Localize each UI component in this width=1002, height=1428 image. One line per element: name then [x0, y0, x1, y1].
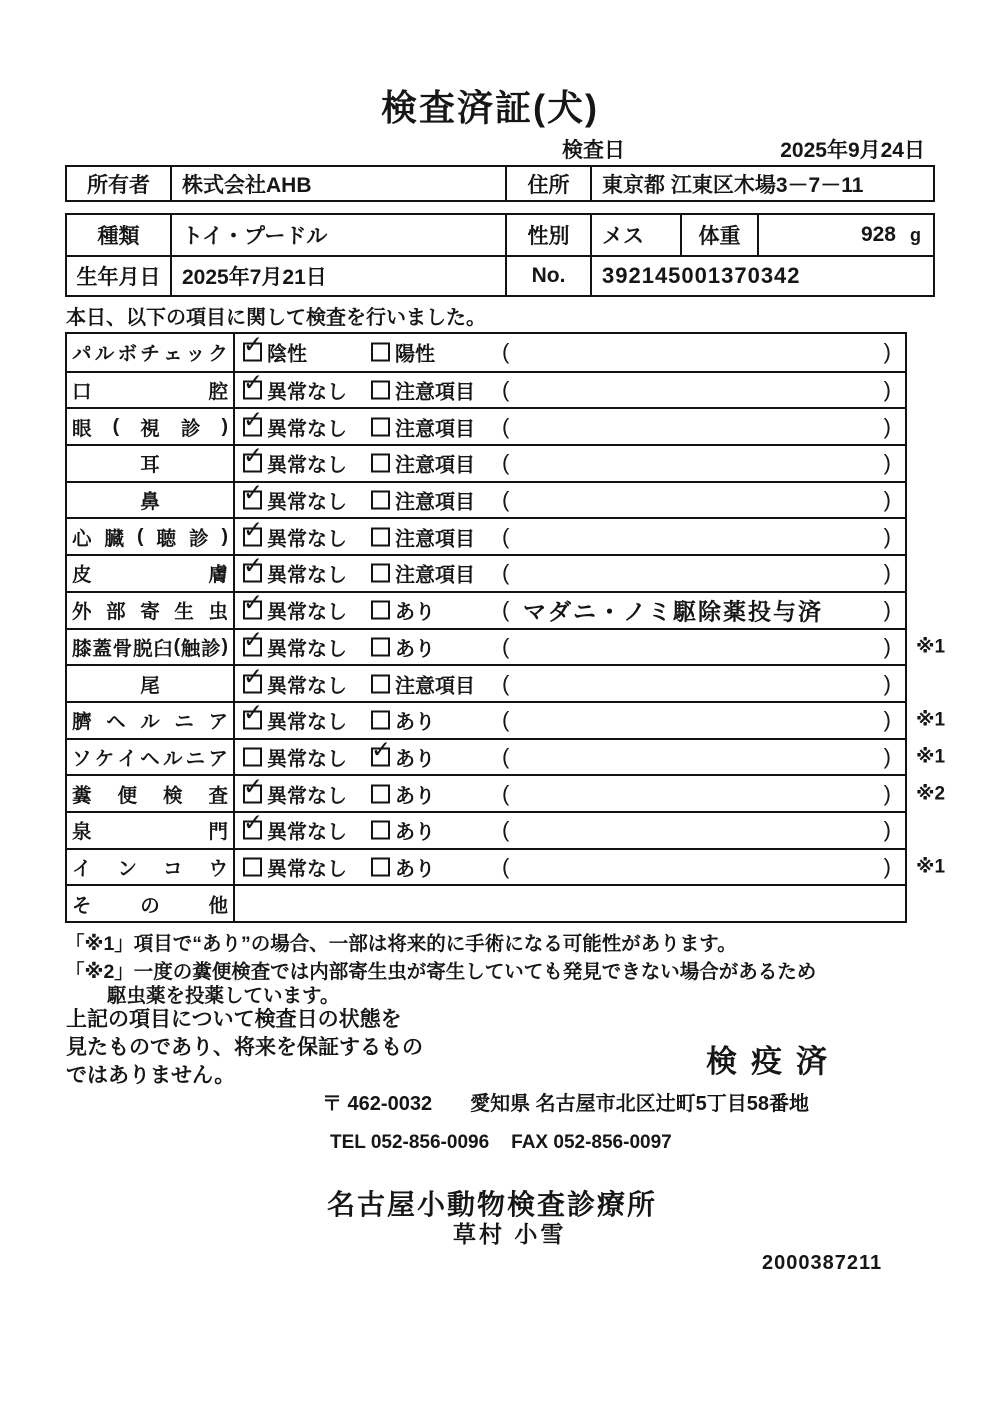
checkbox-icon — [243, 747, 262, 766]
note-marker: ※1 — [916, 709, 946, 731]
check-mark: ✓ — [243, 773, 264, 801]
checkbox-checked-icon — [243, 773, 264, 803]
paren-open: ( — [502, 523, 510, 549]
option-label: 異常なし — [267, 601, 347, 624]
address-value: 東京都 江東区木場3－7－11 — [590, 167, 933, 200]
checkbox-icon — [371, 491, 390, 510]
paren-open: ( — [502, 339, 510, 365]
exam-row — [67, 773, 946, 811]
option-label: 異常なし — [267, 858, 347, 881]
checkbox-icon — [371, 527, 390, 546]
address-label: 住所 — [505, 167, 590, 200]
pet-info-table — [65, 213, 935, 297]
disclaimer-paragraph — [66, 1006, 423, 1090]
paren-open: ( — [502, 780, 510, 806]
checkbox-checked-icon — [243, 442, 264, 473]
check-mark: ✓ — [243, 552, 264, 580]
checkbox-icon — [371, 601, 390, 620]
owner-value: 株式会社AHB — [170, 167, 505, 200]
option-label: あり — [395, 858, 435, 881]
exam-row-content — [235, 850, 905, 885]
disclaimer-line-2: 見たものであり、将来を保証するもの — [66, 1036, 423, 1059]
exam-row — [67, 664, 905, 701]
checkbox-checked-icon — [243, 516, 264, 546]
checkbox-icon — [371, 857, 390, 876]
paren-close: ) — [883, 523, 891, 549]
paren-close: ) — [883, 633, 891, 659]
check-mark: ✓ — [371, 736, 392, 764]
weight-label: 体重 — [680, 215, 757, 255]
exam-row-content — [235, 736, 905, 775]
serial-number: 2000387211 — [762, 1252, 883, 1274]
option-label: あり — [395, 601, 435, 624]
option-label: 注意項目 — [395, 418, 475, 441]
exam-row-content — [235, 406, 905, 444]
paren-open: ( — [502, 707, 510, 733]
option-label: 異常なし — [267, 381, 347, 404]
tel-fax-line — [330, 1132, 672, 1154]
exam-item-label: 臍 ヘ ル ニ ア — [67, 703, 235, 738]
paren-close: ) — [883, 450, 891, 476]
paren-open: ( — [502, 413, 510, 439]
option-label: 異常なし — [267, 748, 347, 771]
paren-open: ( — [502, 450, 510, 476]
checkbox-icon — [371, 454, 390, 473]
unchecked-option — [371, 449, 475, 478]
paren-open: ( — [502, 487, 510, 513]
pet-info-row-1 — [67, 215, 933, 255]
checkbox-checked-icon — [243, 479, 264, 510]
paren-close: ) — [883, 560, 891, 586]
exam-item-label: 眼 ( 視 診 ) — [67, 409, 235, 444]
option-label: 異常なし — [267, 711, 347, 734]
footnote-2-continued: 駆虫薬を投薬しています。 — [107, 985, 340, 1007]
check-mark: ✓ — [243, 663, 264, 691]
checked-option — [243, 773, 347, 808]
pet-info-row-2 — [67, 255, 933, 295]
exam-item-label: 泉 門 — [67, 813, 235, 848]
option-label: あり — [395, 748, 435, 771]
checked-option — [243, 626, 347, 661]
check-mark: ✓ — [243, 589, 264, 617]
check-mark: ✓ — [243, 699, 264, 727]
veterinarian-name: 草村 小雪 — [453, 1221, 567, 1247]
note-marker: ※2 — [916, 783, 946, 805]
owner-table — [65, 165, 935, 202]
exam-item-label: 耳 — [67, 446, 235, 481]
option-label: 注意項目 — [395, 454, 475, 477]
tel-number: TEL 052-856-0096 — [330, 1132, 490, 1153]
option-label: 異常なし — [267, 821, 347, 844]
note-marker: ※1 — [916, 746, 946, 768]
check-mark: ✓ — [243, 369, 264, 397]
unchecked-option — [371, 412, 475, 441]
option-label: 注意項目 — [395, 491, 475, 514]
unchecked-option — [371, 376, 475, 405]
option-label: 陰性 — [267, 343, 307, 366]
exam-row-content — [235, 773, 905, 811]
exam-row — [67, 811, 905, 848]
paren-open: ( — [502, 853, 510, 879]
weight-value: 928 — [860, 223, 896, 246]
paren-open: ( — [502, 560, 510, 586]
breed-value: トイ・プードル — [170, 215, 505, 255]
checkbox-icon — [371, 674, 390, 693]
checked-option — [243, 699, 347, 735]
unchecked-option — [371, 779, 435, 808]
exam-row-content — [235, 886, 905, 921]
exam-row — [67, 371, 905, 408]
footnote-1: 「※1」項目で“あり”の場合、一部は将来的に手術になる可能性があります。 — [65, 933, 737, 955]
exam-row-content — [235, 479, 905, 518]
unchecked-option — [243, 742, 347, 771]
option-label: あり — [395, 785, 435, 808]
disclaimer-line-3: ではありません。 — [66, 1064, 236, 1087]
checked-option — [243, 516, 347, 551]
exam-item-label: ソ ケ イ ヘ ル ニ ア — [67, 740, 235, 775]
paren-close: ) — [883, 853, 891, 879]
exam-row — [67, 481, 905, 518]
note-marker: ※1 — [916, 856, 946, 878]
unchecked-option — [371, 852, 435, 881]
checkbox-checked-icon — [243, 331, 264, 362]
unchecked-option — [371, 706, 435, 735]
owner-label: 所有者 — [87, 173, 150, 197]
exam-item-label: 膝 蓋 骨 脱 臼 ( 触 診 ) — [67, 630, 235, 665]
exam-table — [65, 331, 946, 923]
checkbox-icon — [371, 564, 390, 583]
inspection-date-label: 検査日 — [562, 139, 625, 162]
checked-option — [243, 479, 347, 515]
checkbox-checked-icon — [243, 369, 264, 400]
exam-row-content — [235, 516, 905, 554]
note-marker: ※1 — [916, 636, 946, 658]
disclaimer-line-1: 上記の項目について検査日の状態を — [66, 1008, 402, 1031]
number-value: 392145001370342 — [590, 257, 933, 295]
exam-row — [67, 517, 905, 554]
exam-item-label: 心 臓 ( 聴 診 ) — [67, 519, 235, 554]
clinic-address-line — [322, 1087, 809, 1116]
checkbox-checked-icon — [371, 736, 392, 766]
weight-unit: g — [910, 224, 921, 245]
checked-option — [243, 442, 347, 478]
exam-item-label: 外 部 寄 生 虫 — [67, 593, 235, 628]
option-label: 注意項目 — [395, 564, 475, 587]
exam-item-label: 尾 — [67, 666, 235, 701]
option-label: 異常なし — [267, 675, 347, 698]
check-mark: ✓ — [243, 626, 264, 654]
birthdate-value: 2025年7月21日 — [170, 257, 505, 295]
exam-item-label: そ の 他 — [67, 886, 235, 921]
exam-row — [67, 848, 946, 885]
checkbox-icon — [371, 637, 390, 656]
inspection-date-value: 2025年9月24日 — [780, 139, 925, 162]
checked-option — [243, 406, 347, 441]
checkbox-icon — [371, 821, 390, 840]
option-label: 異常なし — [267, 454, 347, 477]
paren-note: マダニ・ノミ駆除薬投与済 — [523, 598, 823, 625]
exam-row — [67, 554, 905, 591]
paren-open: ( — [502, 633, 510, 659]
exam-item-label: 糞 便 検 査 — [67, 776, 235, 811]
birthdate-label: 生年月日 — [76, 266, 161, 289]
option-label: 異常なし — [267, 491, 347, 514]
option-label: 陽性 — [395, 343, 435, 366]
check-mark: ✓ — [243, 442, 264, 470]
unchecked-option — [371, 816, 435, 845]
checkbox-checked-icon — [243, 699, 264, 730]
checkbox-checked-icon — [243, 809, 264, 840]
paren-close: ) — [883, 817, 891, 843]
checkbox-icon — [371, 784, 390, 803]
paren-close: ) — [883, 780, 891, 806]
exam-row-content — [235, 626, 905, 665]
option-label: 注意項目 — [395, 381, 475, 404]
option-label: 異常なし — [267, 785, 347, 808]
checkbox-checked-icon — [243, 626, 264, 656]
clinic-name: 名古屋小動物検査診療所 — [327, 1189, 658, 1220]
checkbox-icon — [371, 417, 390, 436]
unchecked-option — [371, 522, 475, 551]
sex-label: 性別 — [505, 215, 590, 255]
fax-number: FAX 052-856-0097 — [511, 1132, 672, 1153]
unchecked-option — [371, 632, 435, 661]
paren-close: ) — [883, 707, 891, 733]
weight-value-cell — [757, 215, 933, 255]
exam-row-content — [235, 331, 905, 371]
exam-row — [67, 736, 946, 775]
exam-row-content — [235, 589, 905, 628]
exam-row — [67, 591, 905, 628]
paren-open: ( — [502, 743, 510, 769]
exam-row — [67, 699, 946, 738]
checkbox-icon — [371, 381, 390, 400]
exam-row — [67, 884, 905, 921]
check-mark: ✓ — [243, 406, 264, 434]
checked-option — [243, 369, 347, 405]
option-label: あり — [395, 711, 435, 734]
unchecked-option — [371, 596, 435, 625]
checked-option — [243, 552, 347, 588]
checkbox-checked-icon — [243, 406, 264, 436]
check-mark: ✓ — [243, 331, 264, 359]
exam-row-content — [235, 552, 905, 591]
checked-option — [243, 331, 307, 367]
postal-code: 〒 462-0032 — [322, 1093, 433, 1115]
exam-item-label: 口 腔 — [67, 373, 235, 408]
exam-item-label: イ ン コ ウ — [67, 850, 235, 885]
exam-row-content — [235, 442, 905, 481]
breed-label: 種類 — [97, 225, 140, 248]
exam-row — [67, 407, 905, 444]
paren-close: ) — [883, 377, 891, 403]
option-label: 注意項目 — [395, 528, 475, 551]
option-label: 注意項目 — [395, 675, 475, 698]
document-title: 検査済証(犬) — [381, 87, 599, 128]
paren-close: ) — [883, 670, 891, 696]
sex-value: メス — [590, 215, 680, 255]
exam-row — [67, 626, 946, 665]
option-label: あり — [395, 821, 435, 844]
checked-option — [371, 736, 435, 771]
checked-option — [243, 809, 347, 845]
intro-sentence: 本日、以下の項目に関して検査を行いました。 — [66, 307, 486, 329]
option-label: あり — [395, 638, 435, 661]
number-label: No. — [505, 257, 590, 295]
paren-close: ) — [883, 487, 891, 513]
exam-row — [67, 444, 905, 481]
checked-option — [243, 663, 347, 698]
option-label: 異常なし — [267, 638, 347, 661]
exam-item-label: 鼻 — [67, 483, 235, 518]
paren-close: ) — [883, 743, 891, 769]
paren-close: ) — [883, 597, 891, 623]
unchecked-option — [371, 338, 435, 367]
paren-open: ( — [502, 817, 510, 843]
exam-item-label: パ ル ボ チ ェ ッ ク — [67, 334, 235, 371]
checkbox-checked-icon — [243, 552, 264, 583]
option-label: 異常なし — [267, 418, 347, 441]
paren-close: ) — [883, 339, 891, 365]
clinic-address: 愛知県 名古屋市北区辻町5丁目58番地 — [470, 1093, 810, 1115]
paren-open: ( — [502, 597, 510, 623]
exam-item-label: 皮 膚 — [67, 556, 235, 591]
checked-option — [243, 589, 347, 625]
checkbox-icon — [371, 711, 390, 730]
paren-close: ) — [883, 413, 891, 439]
option-label: 異常なし — [267, 564, 347, 587]
exam-row-content — [235, 663, 905, 701]
exam-row — [67, 331, 905, 371]
exam-row-content — [235, 369, 905, 408]
unchecked-option — [371, 486, 475, 515]
unchecked-option — [371, 559, 475, 588]
check-mark: ✓ — [243, 809, 264, 837]
check-mark: ✓ — [243, 479, 264, 507]
checkbox-icon — [243, 857, 262, 876]
unchecked-option — [371, 669, 475, 698]
exam-row-content — [235, 809, 905, 848]
check-mark: ✓ — [243, 516, 264, 544]
quarantine-stamp: 検疫済 — [706, 1044, 841, 1079]
checkbox-checked-icon — [243, 589, 264, 620]
exam-row-content — [235, 699, 905, 738]
checkbox-checked-icon — [243, 663, 264, 693]
option-label: 異常なし — [267, 528, 347, 551]
unchecked-option — [243, 852, 347, 881]
paren-open: ( — [502, 377, 510, 403]
checkbox-icon — [371, 343, 390, 362]
paren-open: ( — [502, 670, 510, 696]
footnote-2: 「※2」一度の糞便検査では内部寄生虫が寄生していても発見できない場合があるため — [65, 961, 817, 983]
